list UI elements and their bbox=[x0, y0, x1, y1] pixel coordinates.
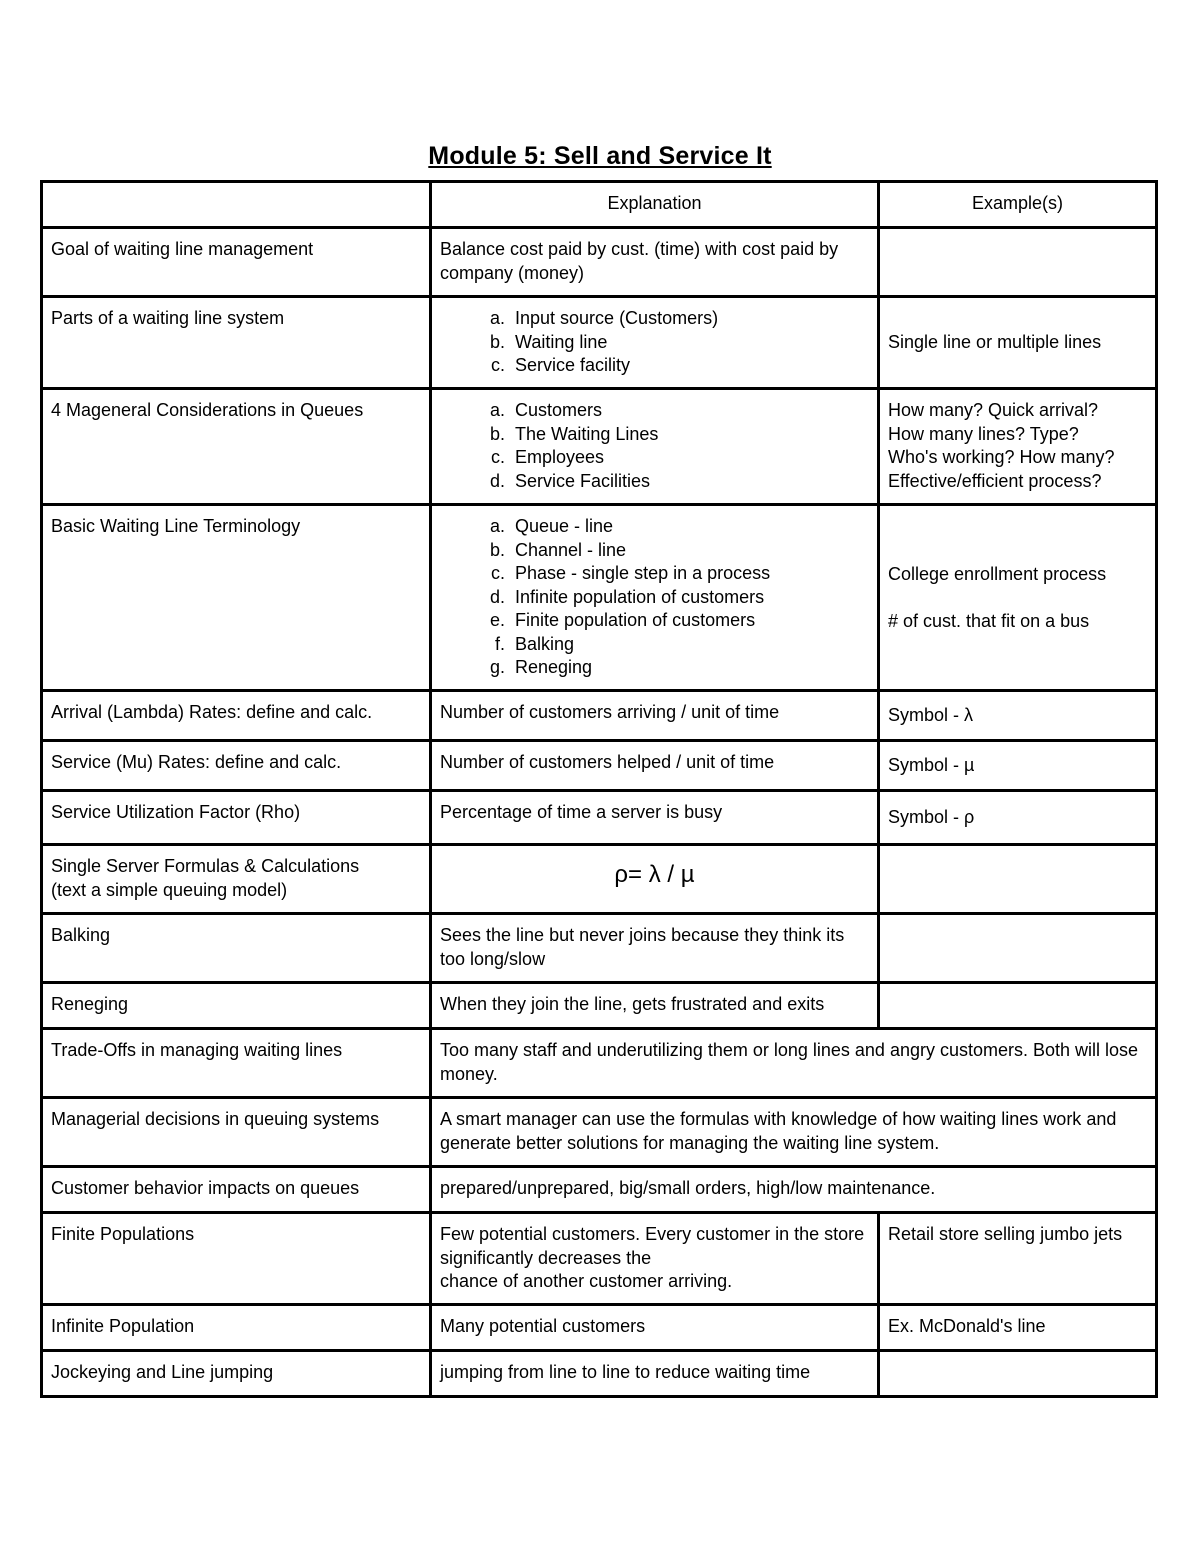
table-header-row bbox=[42, 182, 1157, 228]
explanation-cell: When they join the line, gets frustrated and exits bbox=[431, 983, 879, 1029]
table-row bbox=[42, 791, 1157, 845]
example-cell: Retail store selling jumbo jets bbox=[879, 1213, 1157, 1305]
explanation-cell bbox=[431, 505, 879, 691]
example-cell bbox=[879, 983, 1157, 1029]
term-line: (text a simple queuing model) bbox=[51, 879, 288, 900]
utilization-formula: ρ= λ / µ bbox=[614, 861, 695, 888]
header-cell-explanation: Explanation bbox=[431, 182, 879, 228]
example-cell: Symbol - µ bbox=[879, 741, 1157, 791]
list-item: b. Waiting line bbox=[510, 331, 869, 355]
list-item: b. Channel - line bbox=[510, 539, 869, 563]
list-item: c. Service facility bbox=[510, 354, 869, 378]
example-line: How many? Quick arrival? bbox=[888, 400, 1099, 420]
example-cell bbox=[879, 845, 1157, 914]
table-row bbox=[42, 845, 1157, 914]
terms-table bbox=[40, 180, 1158, 1398]
term-cell: Service Utilization Factor (Rho) bbox=[42, 791, 431, 845]
table-row bbox=[42, 1305, 1157, 1351]
term-cell: Trade-Offs in managing waiting lines bbox=[42, 1029, 431, 1098]
explanation-cell: Many potential customers bbox=[431, 1305, 879, 1351]
table-row bbox=[42, 1098, 1157, 1167]
example-line: How many lines? Type? bbox=[888, 423, 1079, 444]
example-cell: Single line or multiple lines bbox=[879, 297, 1157, 389]
list-item: d. Service Facilities bbox=[510, 470, 869, 494]
explanation-cell: Number of customers helped / unit of time bbox=[431, 741, 879, 791]
term-cell: Finite Populations bbox=[42, 1213, 431, 1305]
explanation-list bbox=[440, 307, 869, 378]
table-row bbox=[42, 1213, 1157, 1305]
example-cell bbox=[879, 1351, 1157, 1397]
example-cell: Symbol - λ bbox=[879, 691, 1157, 741]
explanation-list bbox=[440, 399, 869, 493]
list-item: e. Finite population of customers bbox=[510, 609, 869, 633]
explanation-cell bbox=[431, 297, 879, 389]
term-cell: Customer behavior impacts on queues bbox=[42, 1167, 431, 1213]
example-cell bbox=[879, 228, 1157, 297]
explanation-cell bbox=[431, 1213, 879, 1305]
table-row bbox=[42, 1351, 1157, 1397]
example-cell bbox=[879, 505, 1157, 691]
term-cell: 4 Mageneral Considerations in Queues bbox=[42, 389, 431, 505]
term-cell: Jockeying and Line jumping bbox=[42, 1351, 431, 1397]
explanation-cell: Balance cost paid by cust. (time) with cost paid by company (money) bbox=[431, 228, 879, 297]
table-row bbox=[42, 228, 1157, 297]
example-cell bbox=[879, 389, 1157, 505]
term-cell: Goal of waiting line management bbox=[42, 228, 431, 297]
header-cell-term bbox=[42, 182, 431, 228]
table-row bbox=[42, 741, 1157, 791]
table-row bbox=[42, 983, 1157, 1029]
list-item: g. Reneging bbox=[510, 656, 869, 680]
term-cell bbox=[42, 845, 431, 914]
table-row bbox=[42, 1029, 1157, 1098]
term-cell: Service (Mu) Rates: define and calc. bbox=[42, 741, 431, 791]
explanation-cell bbox=[431, 845, 879, 914]
example-line: Who's working? How many? bbox=[888, 447, 1115, 467]
explanation-line: chance of another customer arriving. bbox=[440, 1271, 733, 1291]
explanation-cell: jumping from line to line to reduce waiting time bbox=[431, 1351, 879, 1397]
term-cell: Balking bbox=[42, 914, 431, 983]
table-row bbox=[42, 914, 1157, 983]
explanation-cell bbox=[431, 389, 879, 505]
list-item: a. Input source (Customers) bbox=[510, 307, 869, 331]
explanation-list bbox=[440, 515, 869, 680]
example-line: Effective/efficient process? bbox=[888, 470, 1102, 491]
table-row bbox=[42, 1167, 1157, 1213]
list-item: a. Queue - line bbox=[510, 515, 869, 539]
table-row bbox=[42, 297, 1157, 389]
list-item: d. Infinite population of customers bbox=[510, 586, 869, 610]
term-cell: Infinite Population bbox=[42, 1305, 431, 1351]
explanation-cell: A smart manager can use the formulas with knowledge of how waiting lines work and generate better solutions for managing the waiting line system. bbox=[431, 1098, 1157, 1167]
explanation-cell: Sees the line but never joins because they think its too long/slow bbox=[431, 914, 879, 983]
explanation-cell: Too many staff and underutilizing them or long lines and angry customers. Both will lose money. bbox=[431, 1029, 1157, 1098]
example-line: College enrollment process bbox=[888, 564, 1107, 584]
term-cell: Basic Waiting Line Terminology bbox=[42, 505, 431, 691]
page-title: Module 5: Sell and Service It bbox=[428, 142, 772, 170]
table-row bbox=[42, 691, 1157, 741]
list-item: b. The Waiting Lines bbox=[510, 423, 869, 447]
explanation-cell: prepared/unprepared, big/small orders, high/low maintenance. bbox=[431, 1167, 1157, 1213]
list-item: f. Balking bbox=[510, 633, 869, 657]
table-row bbox=[42, 389, 1157, 505]
term-cell: Managerial decisions in queuing systems bbox=[42, 1098, 431, 1167]
list-item: c. Employees bbox=[510, 446, 869, 470]
example-cell: Ex. McDonald's line bbox=[879, 1305, 1157, 1351]
table-row bbox=[42, 505, 1157, 691]
list-item: a. Customers bbox=[510, 399, 869, 423]
term-cell: Parts of a waiting line system bbox=[42, 297, 431, 389]
example-cell: Symbol - ρ bbox=[879, 791, 1157, 845]
term-cell: Reneging bbox=[42, 983, 431, 1029]
explanation-line: Few potential customers. Every customer in the store significantly decreases the bbox=[440, 1224, 865, 1268]
term-line: Single Server Formulas & Calculations bbox=[51, 856, 360, 876]
explanation-cell: Number of customers arriving / unit of time bbox=[431, 691, 879, 741]
example-line: # of cust. that fit on a bus bbox=[888, 610, 1090, 631]
header-cell-example: Example(s) bbox=[879, 182, 1157, 228]
term-cell: Arrival (Lambda) Rates: define and calc. bbox=[42, 691, 431, 741]
example-cell bbox=[879, 914, 1157, 983]
explanation-cell: Percentage of time a server is busy bbox=[431, 791, 879, 845]
list-item: c. Phase - single step in a process bbox=[510, 562, 869, 586]
